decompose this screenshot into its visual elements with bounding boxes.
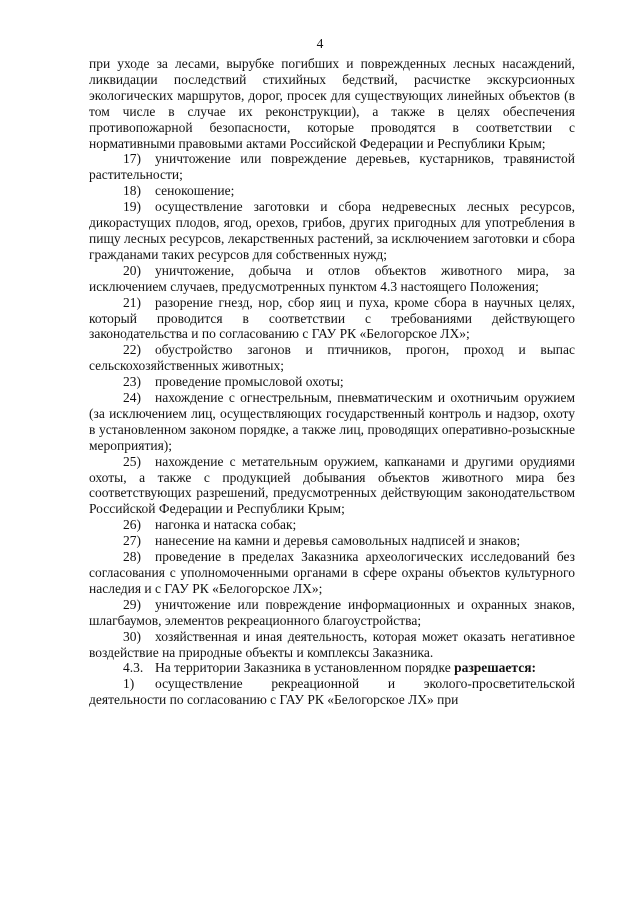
document-body [89, 56, 575, 708]
item-text: обустройство загонов и птичников, прогон, проход и выпас сельскохозяйственных животных; [89, 342, 575, 374]
list-item [89, 597, 575, 629]
list-item [89, 151, 575, 183]
item-text: нахождение с огнестрельным, пневматическим и охотничьим оружием (за исключением лиц, осуществляющих государственный контроль и надзор, охоту в установленном законом порядке, а также лиц, проводящих оперативно-розыскные мероприятия); [89, 390, 575, 453]
item-number: 28) [123, 549, 141, 565]
list-item [89, 454, 575, 518]
item-text: проведение в пределах Заказника археологических исследований без согласования с уполномоченными органами в сфере охраны объектов культурного наследия и с ГАУ РК «Белогорское ЛХ»; [89, 549, 575, 596]
list-item [89, 374, 575, 390]
list-item [89, 342, 575, 374]
intro-paragraph: при уходе за лесами, вырубке погибших и поврежденных лесных насаждений, ликвидации последствий стихийных бедствий, расчистке экскурсионных экологических маршрутов, дорог, просек для существующих линейных объектов (в том числе в случае их реконструкции), а также в целях обеспечения противопожарной безопасности, которые проводятся в соответствии с нормативными правовыми актами Российской Федерации и Республики Крым; [89, 56, 575, 151]
item-text: разорение гнезд, нор, сбор яиц и пуха, кроме сбора в научных целях, который проводится в соответствии с требованиями действующего законодательства и по согласованию с ГАУ РК «Белогорское ЛХ»; [89, 294, 575, 342]
item-text: осуществление рекреационной и эколого-просветительской деятельности по согласованию с ГАУ РК «Белогорское ЛХ» при [89, 676, 575, 708]
item-number: 30) [123, 628, 141, 644]
item-number: 21) [123, 294, 141, 310]
item-number: 23) [123, 374, 141, 390]
list-item [89, 295, 575, 343]
list-item [89, 263, 575, 295]
item-text: уничтожение, добыча и отлов объектов животного мира, за исключением случаев, предусмотренных пунктом 4.3 настоящего Положения; [89, 262, 575, 294]
item-number: 25) [123, 453, 141, 469]
list-item [89, 676, 575, 708]
item-number: 18) [123, 183, 141, 199]
item-number: 29) [123, 596, 141, 612]
item-text: проведение промысловой охоты; [155, 374, 344, 390]
item-text: уничтожение или повреждение информационных и охранных знаков, шлагбаумов, элементов рекреационного благоустройства; [89, 596, 575, 628]
item-text: нахождение с метательным оружием, капканами и другими орудиями охоты, а также с продукцией добывания объектов животного мира без соответствующих разрешений, предусмотренных действующим законодательством Российской Федерации и Республики Крым; [89, 453, 575, 517]
list-item [89, 629, 575, 661]
item-text: уничтожение или повреждение деревьев, кустарников, травянистой растительности; [89, 151, 575, 183]
item-number: 19) [123, 199, 141, 215]
item-number: 27) [123, 533, 141, 549]
item-text: нагонка и натаска собак; [155, 517, 297, 533]
item-text: нанесение на камни и деревья самовольных надписей и знаков; [155, 533, 521, 549]
item-text: сенокошение; [155, 183, 235, 199]
item-number: 20) [123, 262, 141, 278]
item-number: 26) [123, 517, 141, 533]
item-number: 24) [123, 390, 141, 406]
item-number: 17) [123, 151, 141, 167]
item-number: 22) [123, 342, 141, 358]
list-item [89, 390, 575, 454]
list-item [89, 183, 575, 199]
list-item [89, 549, 575, 597]
item-text: осуществление заготовки и сбора недревесных лесных ресурсов, дикорастущих плодов, ягод, орехов, грибов, других пригодных для употребления в пищу лесных ресурсов, лекарственных растений, за исключением заготовки и сбора гражданами таких ресурсов для собственных нужд; [89, 199, 575, 262]
page-number: 4 [316, 36, 324, 51]
item-text: хозяйственная и иная деятельность, которая может оказать негативное воздействие на природные объекты и комплексы Заказника. [89, 628, 575, 660]
section-number: 4.3. [123, 660, 144, 676]
section-text: На территории Заказника в установленном порядке [155, 660, 451, 676]
list-item [89, 517, 575, 533]
item-number: 1) [123, 676, 135, 692]
list-item [89, 199, 575, 263]
list-item [89, 533, 575, 549]
section-heading [89, 660, 575, 676]
section-bold-word: разрешается: [454, 660, 537, 676]
